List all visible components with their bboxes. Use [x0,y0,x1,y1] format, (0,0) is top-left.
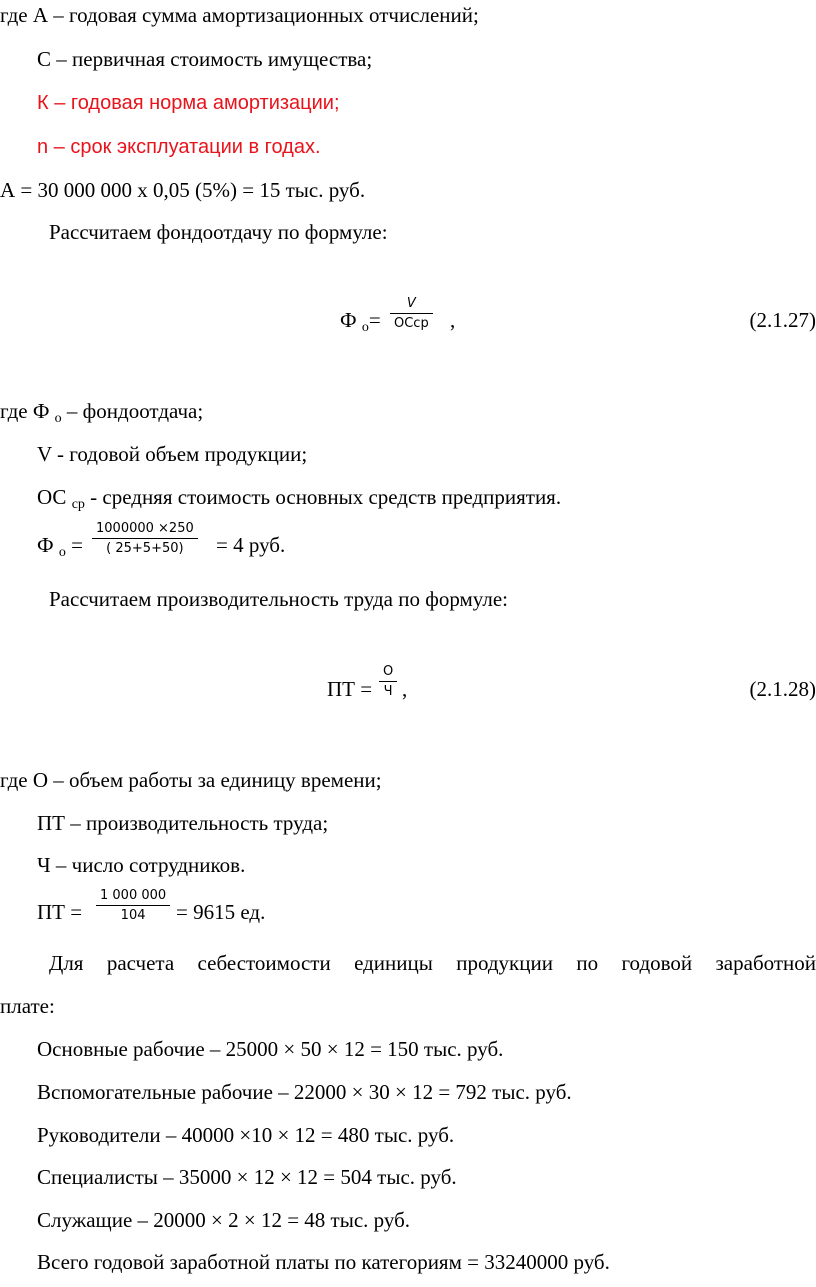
formula-fo-lhs-sub: о [361,320,369,335]
def-ch-line: Ч – число сотрудников. [37,853,246,877]
formula-pt-denominator: Ч [383,684,393,699]
calc-pt-lhs: ПТ = [37,900,83,924]
cost-paragraph-line1: Для расчета себестоимости единицы продукции по годовой заработной [49,951,816,975]
salary-employees: Служащие – 20000 × 2 × 12 = 48 тыс. руб. [37,1208,411,1232]
calc-amortization: А = 30 000 000 х 0,05 (5%) = 15 тыс. руб. [0,178,366,202]
intro-productivity: Рассчитаем производительность труда по формуле: [49,587,509,611]
def-n-line: n – срок эксплуатации в годах. [37,136,321,158]
calc-fo-numerator: 1000000 ×250 [92,521,198,539]
formula-fo-lhs: Ф [340,308,357,332]
calc-fo-fraction [92,521,198,556]
formula-pt-lhs: ПТ = [327,677,373,701]
def-a-line: где А – годовая сумма амортизационных отчислений; [0,3,479,27]
formula-pt-fraction [379,664,397,699]
formula-fo-tail: , [450,308,456,332]
def-osr-line: ОС ср - средняя стоимость основных средств предприятия. [37,485,562,512]
def-k-line: К – годовая норма амортизации; [37,92,340,114]
calc-fo-denominator: ( 25+5+50) [106,541,184,556]
salary-specialists: Специалисты – 35000 × 12 × 12 = 504 тыс. руб. [37,1165,457,1189]
document-page: где А – годовая сумма амортизационных отчислений; С – первичная стоимость имущества; К – годовая норма амортизации; n – срок эксплуатации в годах. А = 30 000 000 х 0,05 (5%) = 15 тыс. руб. Рассчитаем фондоотдачу по формуле: Ф о= V ОСср , (2.1.27) где Ф о – фондоотдача; V - годовой объем продукции; ОС ср - средняя стоимость основных средств предприятия. Ф о = $\frac{1000000 \times 250}{( 25+5+50)}$ = 4 руб. Рассчитаем производительность труда по формуле: ПТ = О Ч , (2.1.28) где О – объем работы за единицу времени; ПТ – производительность труда; Ч – число сотрудников. ПТ = $\frac{1 000 000}{104}$ = 9615 ед. Для расчета себестоимости единицы продукции по годовой заработной плате: Основные рабочие – 25000 × 50 × 12 = 150 тыс. руб. Вспомогательные рабочие – 22000 × 30 × 12 = 792 тыс. руб. Руководители – 40000 ×10 × 12 = 480 тыс. руб. Специалисты – 35000 × 12 × 12 = 504 тыс. руб. Служащие – 20000 × 2 × 12 = 48 тыс. руб. Всего годовой заработной платы по категориям = 33240000 руб. [0,3,816,1274]
cost-paragraph-line2: плате: [0,994,55,1018]
def-c-line: С – первичная стоимость имущества; [37,47,373,71]
def-pt-line: ПТ – производительность труда; [37,811,329,835]
formula-pt-number: (2.1.28) [749,677,816,701]
salary-managers: Руководители – 40000 ×10 × 12 = 480 тыс. руб. [37,1123,455,1147]
calc-pt-numerator: 1 000 000 [96,888,170,906]
formula-pt-numerator: О [379,664,397,682]
formula-fo-denominator: ОСср [394,316,429,331]
formula-fo-eq: = [368,308,381,332]
calc-pt-fraction [96,888,170,923]
def-o-line: где О – объем работы за единицу времени; [0,768,382,792]
formula-fo-fraction [390,296,433,331]
salary-main-workers: Основные рабочие – 25000 × 50 × 12 = 150 тыс. руб. [37,1037,504,1061]
calc-pt-denominator: 104 [120,908,146,923]
def-v-line: V - годовой объем продукции; [37,442,308,466]
intro-fondootdacha: Рассчитаем фондоотдачу по формуле: [49,220,388,244]
def-fo-line: где Ф о – фондоотдача; [0,399,204,426]
formula-pt-tail: , [402,677,408,701]
formula-fo-number: (2.1.27) [749,308,816,332]
calc-pt-result: = 9615 ед. [176,900,266,924]
salary-total: Всего годовой заработной платы по категориям = 33240000 руб. [37,1250,610,1274]
salary-auxiliary-workers: Вспомогательные рабочие – 22000 × 30 × 12 = 792 тыс. руб. [37,1080,572,1104]
calc-fo-result: = 4 руб. [216,533,286,557]
formula-fo-numerator: V [390,296,433,314]
